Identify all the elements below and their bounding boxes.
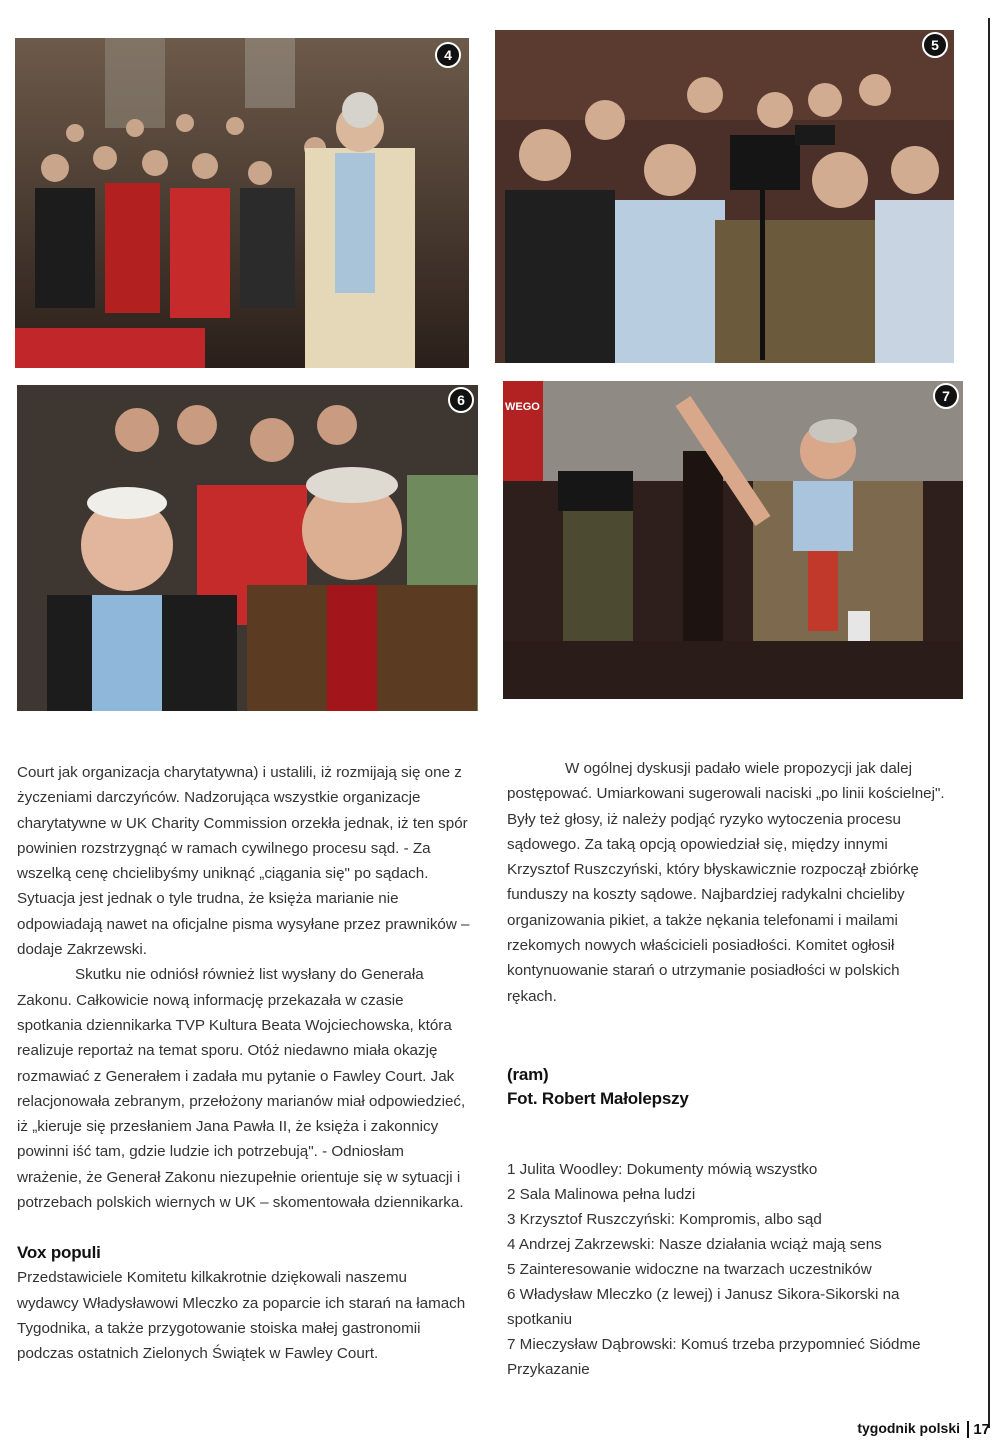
photo-6 (17, 385, 478, 711)
caption-item: 2 Sala Malinowa pełna ludzi (507, 1185, 696, 1203)
page-number: 17 (967, 1421, 990, 1438)
photo-6-image (17, 385, 478, 711)
photo-7-sign-text: WEGO (505, 401, 540, 413)
photo-5-image (495, 30, 954, 363)
left-paragraph-3: Przedstawiciele Komitetu kilkakrotnie dziękowali naszemu wydawcy Władysławowi Mleczko za poparcie ich starań na łamach Tygodnika, a także przygotowanie stoiska małej gastronomii podczas ostatnich Zielonych Świątek w Fawley Court. (17, 1269, 466, 1363)
magazine-name: tygodnik polski (857, 1420, 960, 1436)
photo-5 (495, 30, 954, 363)
vox-populi-heading: Vox populi (17, 1243, 101, 1263)
left-paragraph-1: Court jak organizacja charytatywna) i ustalili, iż rozmijają się one z życzeniami darczyńców. Nadzorująca wszystkie organizacje charytatywne w UK Charity Commission orzekła jednak, iż ten spór powinien rozstrzygnąć w ramach cywilnego procesu sąd. - Za wszelką cenę chcielibyśmy uniknąć „ciągania się" po sądach. Sytuacja jest jednak o tyle trudna, że księża marianie nie odpowiadają nawet na oficjalne pisma wysyłane przez prawników – dodaje Zakrzewski. (17, 764, 470, 959)
right-column (507, 756, 947, 1382)
photo-4-number: 4 (435, 42, 461, 68)
left-column (17, 760, 472, 1367)
photo-4-image (15, 38, 469, 368)
photo-4 (15, 38, 469, 368)
photo-7-number: 7 (933, 383, 959, 409)
caption-item: 1 Julita Woodley: Dokumenty mówią wszystko (507, 1160, 818, 1178)
photo-6-number: 6 (448, 387, 474, 413)
photo-7-image (503, 381, 963, 699)
caption-item: 5 Zainteresowanie widoczne na twarzach uczestników (507, 1260, 872, 1278)
caption-item: 6 Władysław Mleczko (z lewej) i Janusz Sikora-Sikorski na spotkaniu (507, 1285, 900, 1328)
author-signature: (ram) (507, 1064, 549, 1084)
caption-item: 3 Krzysztof Ruszczyński: Kompromis, albo sąd (507, 1210, 822, 1228)
photo-7 (503, 381, 963, 699)
left-paragraph-2: Skutku nie odniósł również list wysłany do Generała Zakonu. Całkowicie nową informację przekazała w czasie spotkania dziennikarka TVP Kultura Beata Wojciechowska, która realizuje reportaż na temat sporu. Otóż niedawno miała okazję rozmawiać z Generałem i zadała mu pytanie o Fawley Court. Jak relacjonowała zebranym, przełożony marianów miał odpowiedzieć, iż „kieruje się przesłaniem Jana Pawła II, że księża i zakonnicy powinni iść tam, gdzie ludzie ich potrzebują". - Odniosłam wrażenie, że Generał Zakonu niezupełnie orientuje się w sytuacji i potrzebach polskich wiernych w UK – skomentowała dziennikarka. (17, 966, 466, 1212)
page-edge-line (988, 18, 990, 1428)
caption-item: 4 Andrzej Zakrzewski: Nasze działania wciąż mają sens (507, 1235, 882, 1253)
photo-credit: Fot. Robert Małolepszy (507, 1088, 689, 1108)
caption-item: 7 Mieczysław Dąbrowski: Komuś trzeba przypomnieć Siódme Przykazanie (507, 1335, 921, 1378)
photo-caption-list (507, 1157, 947, 1382)
photo-5-number: 5 (922, 32, 948, 58)
right-paragraph-1: W ogólnej dyskusji padało wiele propozycji jak dalej postępować. Umiarkowani sugerowali naciski „po linii kościelnej". Były też głosy, iż należy podjąć ryzyko wytoczenia procesu sądowego. Za taką opcją opowiedział się, między innymi Krzysztof Ruszczyński, który błyskawicznie rozpoczął zbiórkę funduszy na koszty sądowe. Najbardziej radykalni chcieliby organizowania pikiet, a także nękania telefonami i mailami rzekomych nowych właścicieli posiadłości. Komitet ogłosił kontynuowanie starań o utrzymanie posiadłości w polskich rękach. (507, 760, 945, 1005)
